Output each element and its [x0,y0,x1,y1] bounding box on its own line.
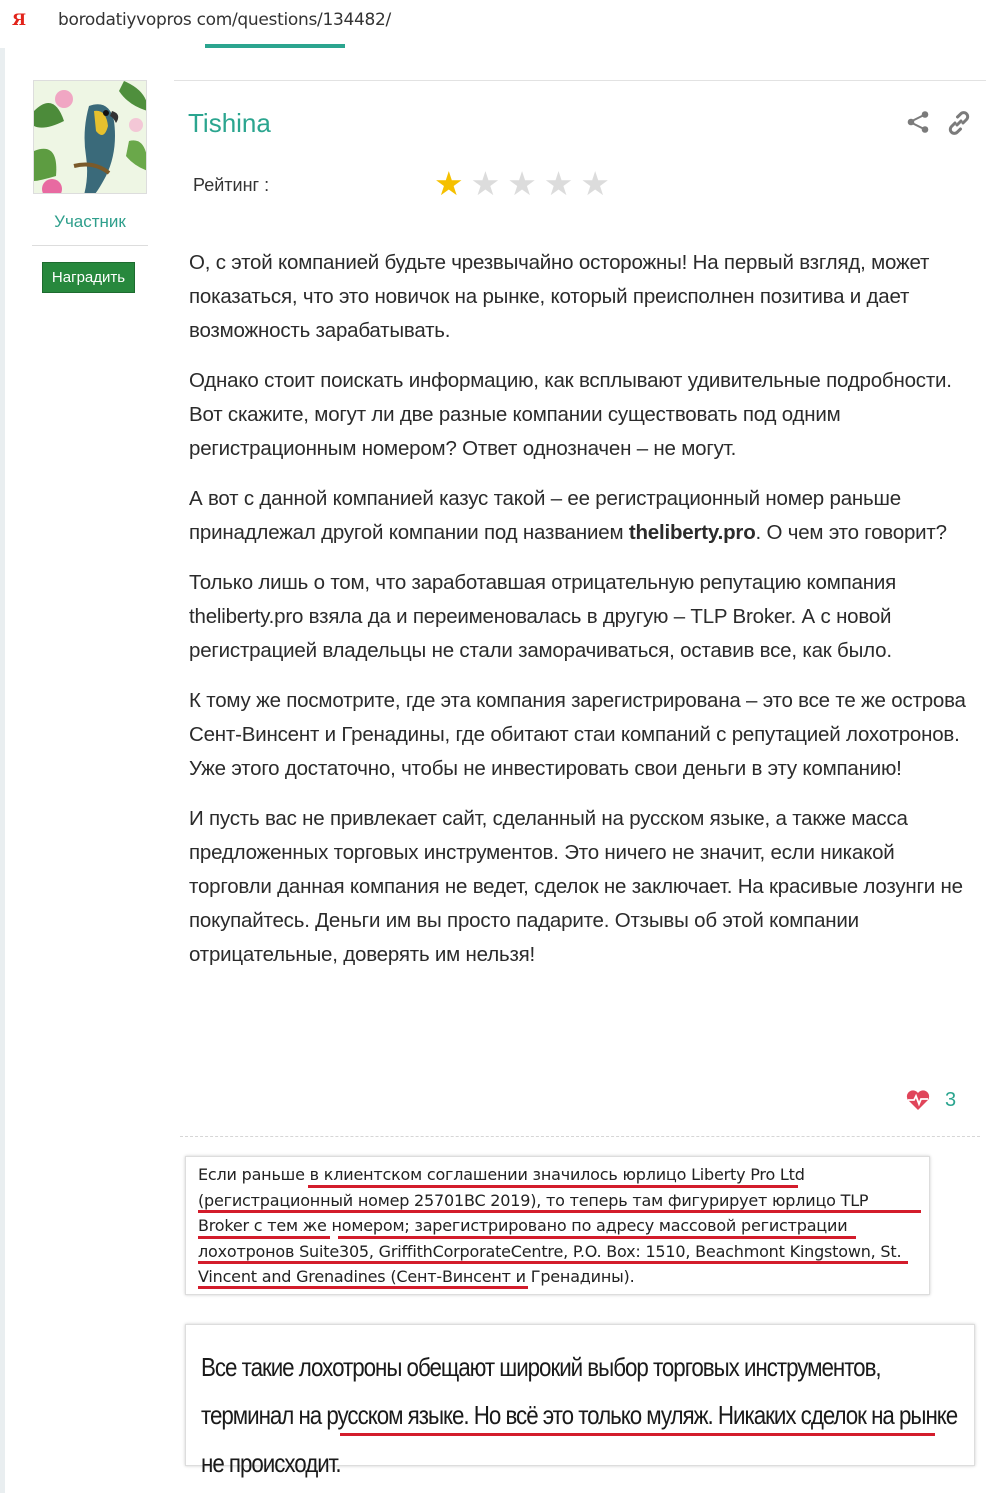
like-count: 3 [945,1088,957,1111]
quote-image-1 [185,1156,930,1295]
active-tab-indicator [205,44,345,48]
share-icon[interactable] [906,110,930,134]
author-name-link[interactable]: Tishina [188,108,271,138]
star-icon: ★ [507,165,537,202]
red-underline [198,1286,528,1289]
left-rail [0,48,5,1493]
rating-stars [434,166,610,202]
answer-bottom-divider [180,1136,980,1137]
paragraph [189,684,979,786]
heartbeat-icon [905,1088,931,1112]
red-underline [340,1433,935,1436]
paragraph-line: Уже этого достаточно, чтобы не инвестировать свои деньги в эту компанию! [189,757,902,780]
bold-site-name: theliberty.pro [628,521,756,544]
paragraph: И пусть вас не привлекает сайт, сделанный на русском языке, а также масса предложенных торговых инструментов. Это ничего не значит, если никакой торговли данная компания не ведет, сделок не заключает. На красивые лозунги не покупайтесь. Деньги им вы просто падарите. Отзывы об этой компании отрицательные, доверять им нельзя! [189,807,963,966]
quote-image-2 [185,1324,975,1478]
red-underline [198,1236,330,1239]
link-icon[interactable] [946,110,972,136]
paragraph-text: А вот с данной компанией казус такой – ее регистрационный номер раньше принадлежал другой компании под названием [189,487,901,544]
star-icon: ★ [580,165,610,202]
red-underline [198,1210,921,1213]
award-button[interactable]: Наградить [42,262,135,293]
answer-body [189,246,979,988]
parrot-avatar-icon [34,81,147,194]
paragraph-line: Вот скажите, могут ли две разные компании существовать под одним регистрационным номером? Ответ однозначен – не могут. [189,403,841,460]
yandex-logo-icon: Я [12,10,27,29]
avatar[interactable] [33,80,147,194]
star-icon: ★ [470,165,501,202]
browser-address-bar[interactable] [0,0,993,44]
red-underline [198,1261,908,1264]
red-underline [308,1185,798,1188]
quote-text: Если раньше в клиентском соглашении значилось юрлицо Liberty Pro Ltd (регистрационный номер 25701BC 2019), то теперь там фигурирует юрлицо TLP Broker с тем же номером; зарегистрировано по адресу массовой регистрации лохотронов Suite305, GriffithCorporateCentre, P.O. Box: 1510, Beachmont Kingstown, St. Vincent and Grenadines (Сент-Винсент и Гренадины). [198,1165,902,1286]
paragraph: О, с этой компанией будьте чрезвычайно осторожны! На первый взгляд, может показаться, что это новичок на рынке, который преисполнен позитива и дает возможность зарабатывать. [189,251,930,342]
paragraph-line: Однако стоит поискать информацию, как всплывают удивительные подробности. [189,369,952,392]
paragraph: Только лишь о том, что заработавшая отрицательную репутацию компания theliberty.pro взяла да и переименовалась в другую – TLP Broker. А с новой регистрацией владельцы не стали заморачиваться, оставив все, как было. [189,571,897,662]
red-underline [338,1236,856,1239]
paragraph-line: К тому же посмотрите, где эта компания зарегистрирована – это все те же острова Сент-Винсент и Гренадины, где обитают стаи компаний с репутацией лохотронов. [189,689,966,746]
role-divider [32,245,148,246]
paragraph-text: . О чем это говорит? [755,521,947,544]
star-icon: ★ [543,165,574,202]
paragraph [189,482,979,550]
like-button[interactable] [905,1088,956,1112]
answer-top-divider [174,80,986,81]
rating-label: Рейтинг : [193,175,270,195]
paragraph [189,364,979,466]
quote-text: Все такие лохотроны обещают широкий выбор торговых инструментов, терминал на русском языке. Но всё это только муляж. Никаких сделок на рынке не происходит. [201,1352,958,1478]
star-icon: ★ [434,165,464,202]
url-text[interactable]: borodatiyvopros com/questions/134482/ [58,10,391,30]
user-role: Участник [54,212,126,231]
